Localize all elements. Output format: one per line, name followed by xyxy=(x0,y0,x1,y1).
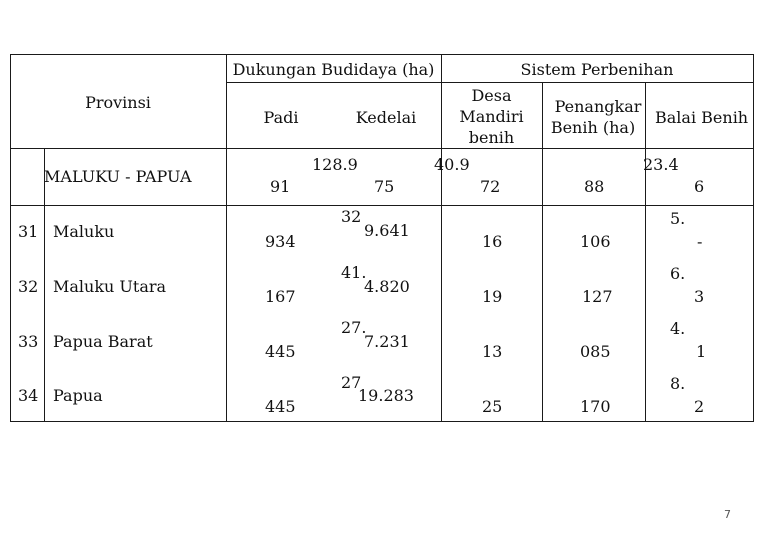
row-number: 32 xyxy=(18,277,39,296)
row-balai-part1: 4. xyxy=(670,319,686,338)
total-row-name: MALUKU - PAPUA xyxy=(44,167,192,186)
row-province: Papua xyxy=(53,386,103,405)
table-border-top xyxy=(10,54,753,55)
header-desa-line2: Mandiri xyxy=(459,107,524,126)
total-kedelai-top: 128.9 xyxy=(312,155,358,174)
row-province: Maluku xyxy=(53,222,115,241)
row-number: 31 xyxy=(18,222,39,241)
header-kedelai: Kedelai xyxy=(355,108,417,127)
total-desa: 72 xyxy=(480,177,501,196)
row-desa: 13 xyxy=(482,342,503,361)
header-provinsi: Provinsi xyxy=(85,93,151,112)
row-kedelai-part2: 7.231 xyxy=(364,332,410,351)
row-province: Papua Barat xyxy=(53,332,153,351)
header-padi: Padi xyxy=(263,108,299,127)
row-kedelai-part1: 27. xyxy=(341,318,367,337)
row-province: Maluku Utara xyxy=(53,277,167,296)
row-padi: 934 xyxy=(265,232,296,251)
total-penangkar: 88 xyxy=(584,177,605,196)
row-kedelai-part1: 41. xyxy=(341,263,367,282)
row-padi: 167 xyxy=(265,287,296,306)
row-kedelai-part1: 27 xyxy=(341,373,362,392)
header-desa-line3: benih xyxy=(468,128,515,147)
row-balai-part2: 3 xyxy=(694,287,705,306)
row-balai-part1: 5. xyxy=(670,209,686,228)
header-penangkar-line1: Penangkar xyxy=(554,97,642,116)
row-balai-part1: 6. xyxy=(670,264,686,283)
row-padi: 445 xyxy=(265,397,296,416)
row-number: 33 xyxy=(18,332,39,351)
row-penangkar: 085 xyxy=(580,342,611,361)
header-desa-line1: Desa xyxy=(471,86,512,105)
row-desa: 19 xyxy=(482,287,503,306)
header-penangkar-line2: Benih (ha) xyxy=(550,118,636,137)
row-kedelai-part2: 9.641 xyxy=(364,221,410,240)
total-balai: 6 xyxy=(694,177,705,196)
row-balai-part2: 1 xyxy=(696,342,707,361)
number-column-line xyxy=(44,148,45,422)
row-padi: 445 xyxy=(265,342,296,361)
total-row-bottom-line xyxy=(10,205,753,206)
row-number: 34 xyxy=(18,386,39,405)
table-border-right xyxy=(753,54,754,422)
header-dukungan-budidaya: Dukungan Budidaya (ha) xyxy=(232,60,435,79)
row-desa: 25 xyxy=(482,397,503,416)
row-desa: 16 xyxy=(482,232,503,251)
page-number: 7 xyxy=(724,508,731,521)
penangkar-balai-divider xyxy=(645,82,646,422)
row-penangkar: 127 xyxy=(582,287,613,306)
total-kedelai: 75 xyxy=(374,177,395,196)
total-desa-top: 40.9 xyxy=(434,155,470,174)
header-balai-benih: Balai Benih xyxy=(655,108,749,127)
province-column-line xyxy=(226,54,227,422)
row-penangkar: 106 xyxy=(580,232,611,251)
header-split-line xyxy=(226,82,753,83)
total-padi: 91 xyxy=(270,177,291,196)
row-balai-part2: - xyxy=(697,232,703,251)
header-sistem-perbenihan: Sistem Perbenihan xyxy=(520,60,674,79)
row-balai-part1: 8. xyxy=(670,374,686,393)
row-kedelai-part1: 32 xyxy=(341,207,362,226)
header-bottom-line xyxy=(10,148,753,149)
total-balai-top: 23.4 xyxy=(643,155,679,174)
row-balai-part2: 2 xyxy=(694,397,705,416)
row-kedelai-part2: 19.283 xyxy=(358,386,414,405)
row-penangkar: 170 xyxy=(580,397,611,416)
row-kedelai-part2: 4.820 xyxy=(364,277,410,296)
table-border-bottom xyxy=(10,421,753,422)
